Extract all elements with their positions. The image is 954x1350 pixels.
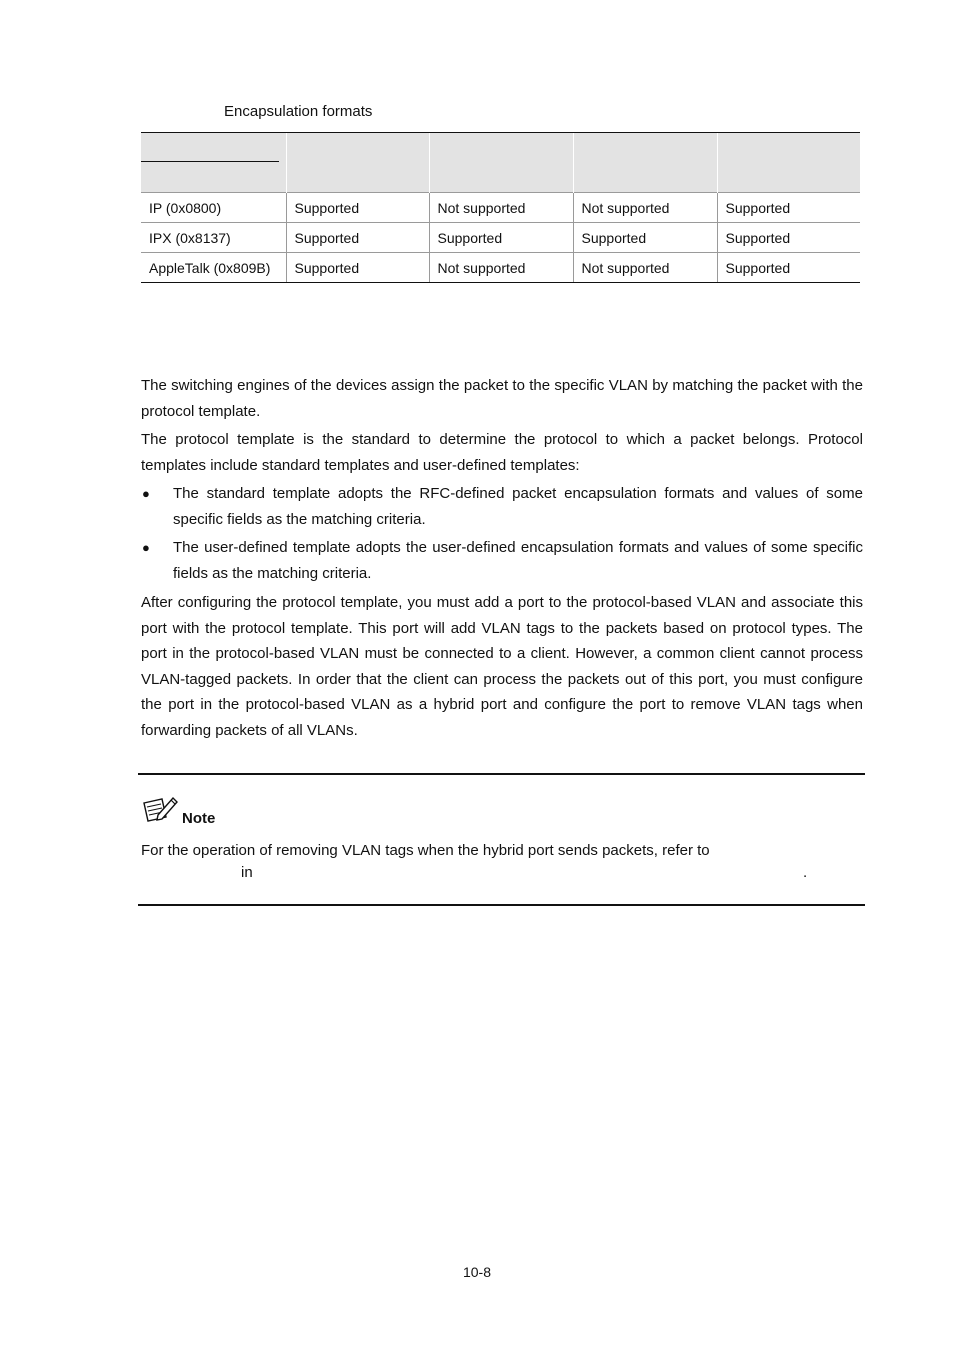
- table-cell: Supported: [286, 223, 429, 253]
- note-top-rule: [138, 773, 865, 775]
- encapsulation-formats-table: [141, 132, 860, 283]
- note-header: [142, 795, 215, 828]
- table-header-cell: [286, 133, 429, 193]
- bullet-icon: ●: [142, 486, 150, 501]
- table-header-cell: [717, 133, 860, 193]
- table-header-cell: [141, 133, 286, 193]
- note-text-in: in: [241, 864, 253, 881]
- note-pencil-icon: [142, 795, 178, 828]
- paragraph-configuration: After configuring the protocol template, you must add a port to the protocol-based VLAN and associate this port with the protocol template. This port will add VLAN tags to the packets based on protocol types. The port in the protocol-based VLAN must be connected to a client. However, a common client cannot process VLAN-tagged packets. In order that the client can process the packets out of this port, you must configure the port in the protocol-based VLAN as a hybrid port and configure the port to remove VLAN tags when forwarding packets of all VLANs.: [141, 594, 863, 739]
- list-item-text: The standard template adopts the RFC-defined packet encapsulation formats and values of some specific fields as the matching criteria.: [173, 485, 863, 528]
- table-cell: Supported: [429, 223, 573, 253]
- table-row: [141, 253, 860, 283]
- header-divider-line: [141, 161, 279, 162]
- table-row: [141, 193, 860, 223]
- table-cell: Not supported: [573, 253, 717, 283]
- table-cell: Supported: [717, 193, 860, 223]
- table-cell: IPX (0x8137): [141, 223, 286, 253]
- list-item-text: The user-defined template adopts the user-defined encapsulation formats and values of some specific fields as the matching criteria.: [173, 539, 863, 582]
- list-item: [141, 535, 863, 586]
- table-header-cell: [429, 133, 573, 193]
- note-text: For the operation of removing VLAN tags when the hybrid port sends packets, refer to: [141, 842, 710, 859]
- template-bullet-list: [141, 481, 863, 589]
- table-cell: Supported: [717, 253, 860, 283]
- note-label: Note: [182, 810, 216, 827]
- bullet-icon: ●: [142, 540, 150, 555]
- page-number: 10-8: [462, 1264, 492, 1280]
- table-cell: Supported: [573, 223, 717, 253]
- table-cell: Not supported: [429, 253, 573, 283]
- table-cell: AppleTalk (0x809B): [141, 253, 286, 283]
- table-cell: Supported: [286, 193, 429, 223]
- table-row: [141, 223, 860, 253]
- table-header-cell: [573, 133, 717, 193]
- note-bottom-rule: [138, 904, 865, 906]
- table-caption: Encapsulation formats: [224, 103, 373, 120]
- table-cell: Not supported: [573, 193, 717, 223]
- paragraph-protocol-template: The protocol template is the standard to determine the protocol to which a packet belongs. Protocol templates include standard templates and user-defined templates:: [141, 431, 863, 474]
- table-cell: Supported: [717, 223, 860, 253]
- paragraph-matching: The switching engines of the devices assign the packet to the specific VLAN by matching the packet with the protocol template.: [141, 377, 863, 420]
- table-header-row: [141, 133, 860, 193]
- table-cell: Supported: [286, 253, 429, 283]
- table-cell: Not supported: [429, 193, 573, 223]
- table-cell: IP (0x0800): [141, 193, 286, 223]
- note-text-period: .: [803, 864, 808, 881]
- list-item: [141, 481, 863, 532]
